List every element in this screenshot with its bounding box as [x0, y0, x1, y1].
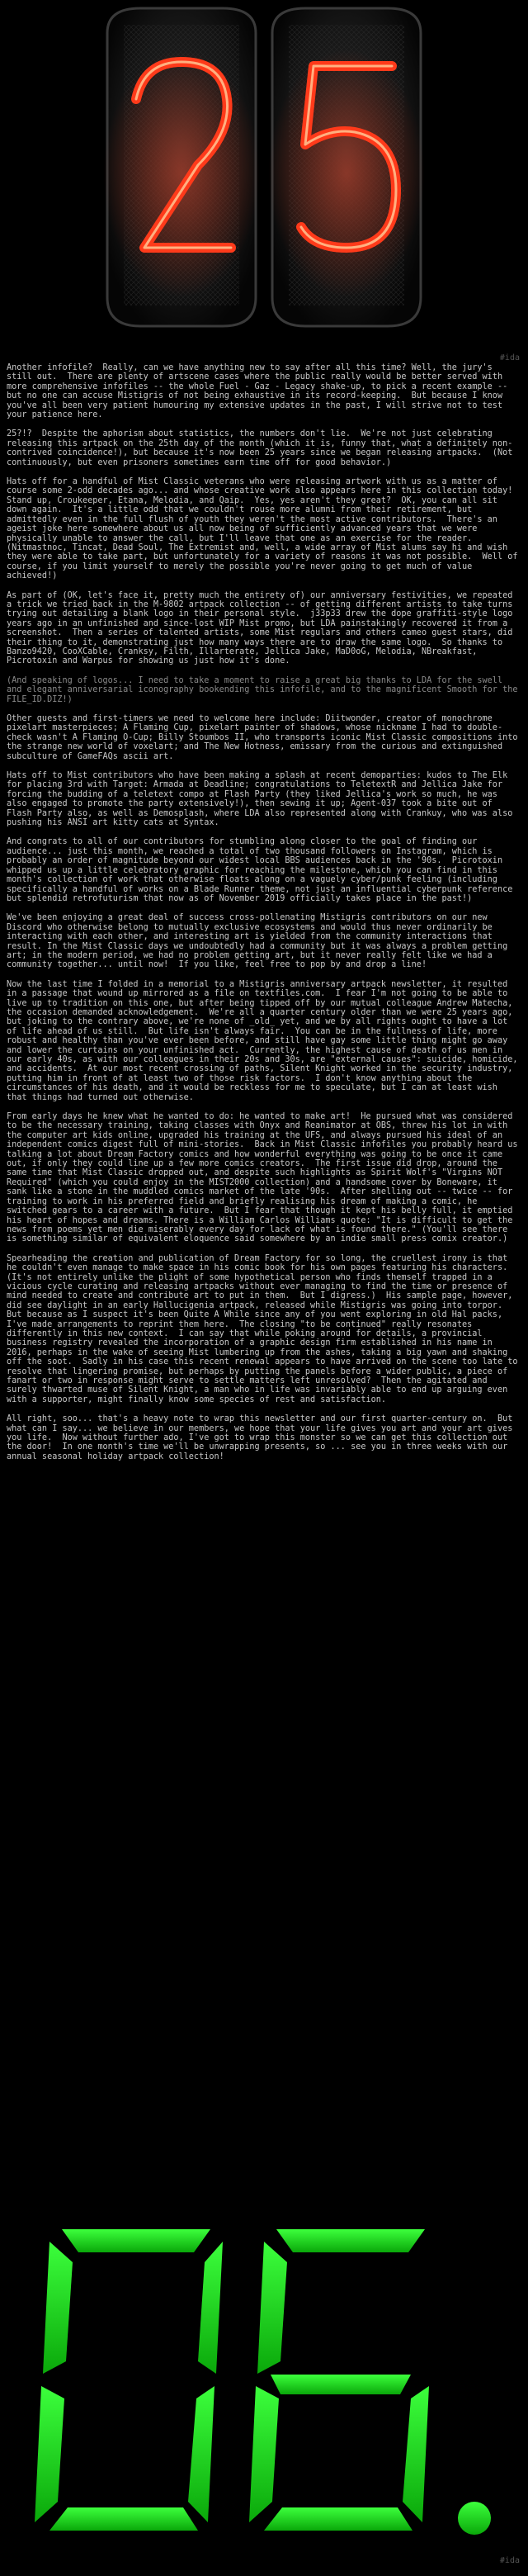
footer-art-credit: #ida	[499, 2556, 520, 2565]
paragraph-guests: Other guests and first-timers we need to welcome here include: Diitwonder, creator of monochrome pixelart masterpieces; A Flaming Cup, pixelart painter of shadows, whose nickname I had to double-check wasn't A Flaming O-Cup; Billy Stoumbos II, who transports iconic Mist Classic compositions into the strange new world of voxelart; and The New Hotness, emissary from the curious and extinguished subculture of GameFAQs ascii art.	[7, 714, 523, 761]
paragraph-logo-thanks: (And speaking of logos... I need to take a moment to raise a great big thanks to LDA for the swell and elegant anniversarial iconography bookending this infofile, and to the magnificent Smooth for the FILE_ID.DIZ!)	[7, 675, 523, 704]
paragraph-veterans: Hats off for a handful of Mist Classic veterans who were releasing artwork with us as a matter of course some 2-odd decades ago... and whose creative work also appears here in this collection today! Stand up, Croukeeper, Etana, Melodia, and Qaip. Yes, yes aren't they great? OK, you can all sit down again. It's a little odd that we couldn't rouse more alumni from their retirement, but admittedly even in the full flush of youth they weren't the most active contributors. There's an ageist joke here somewhere about us all now being of sufficiently advanced years that we were physically unable to answer the call, but I'll leave that one as an exercise for the reader. (Nitmastnoc, Tincat, Dead Soul, The Extremist and, well, a wide array of Mist alums say hi and wish they were able to take part, but unfortunately for a variety of reasons it was not possible. Well of course, if you limit yourself to merely the possible you're never going to get much of value achieved!)	[7, 477, 523, 581]
paragraph-closing: All right, soo... that's a heavy note to wrap this newsletter and our first quarter-century on. But what can I say... we believe in our members, we hope that your life gives you art and your art gives you life. Now without further ado, I've got to wrap this monster so we can get this collection out the door! In one month's time we'll be unwrapping presents, so ... see you in three weeks with our annual seasonal holiday artpack collection!	[7, 1414, 518, 1461]
paragraph-memorial: Now the last time I folded in a memorial to a Mistigris anniversary artpack newsletter, it resulted in a passage that wound up mirrored as a file on textfiles.com. I fear I'm not going to be able to live up to tradition on this one, but after being tipped off by our mutual colleague Andrew Matecha, the occasion demanded acknowledgement. We're all a quarter century older than we were 25 years ago, but joking to the contrary above, we're none of _old_ yet, and we by all rights ought to have a lot of life ahead of us still. But life isn't always fair. You can be in the fullness of life, more robust and healthy than you've ever been before, and still have gay some little thing might go away and lower the curtains on your unfinished act. Currently, the highest cause of death of us men in our early 40s, as with our colleagues in their 20s and 30s, are "external causes": suicide, homicide, and accidents. At our most recent crossing of paths, Silent Knight worked in the security industry, putting him in front of at least two of those risk factors. I don't know anything about the circumstances of his death, and it would be reckless for me to speculate, but I can at least wish that things had turned out otherwise.	[7, 979, 523, 1102]
decimal-point	[458, 2502, 491, 2535]
paragraph-logo-jam: As part of (OK, let's face it, pretty much the entirety of) our anniversary festivities, we repeated a trick we tried back in the M-9802 artpack collection -- of getting different artists to take turns trying out detailing a blank logo in their personal style. j33p33 drew the dope graffiti-style logo years ago in an unfinished and since-lost WIP Mist promo, but LDA painstakingly recovered it from a screenshot. Then a series of talented artists, some Mist regulars and others cameo guest stars, did their thing to it, demonstrating just how many ways there are to draw the same logo. So thanks to Banzo9420, CooXCable, Cranksy, Filth, Illarterate, Jellica Jake, MaD0oG, Melodia, NBreakfast, Picrotoxin and Warpus for showing us just how it's done.	[7, 590, 518, 666]
paragraph-25-years: 25?!? Despite the aphorism about statistics, the numbers don't lie. We're not just celebrating releasing this artpack on the 25th day of the month (which it is, funny that, what a definitely non-contrived coincidence!), but because it's now been 25 years since we began releasing artpacks. (Not continuously, but even prisoners sometimes earn time off for good behavior.)	[7, 429, 518, 467]
header-art-credit: #ida	[499, 353, 520, 362]
paragraph-demoparties: Hats off to Mist contributors who have been making a splash at recent demoparties: kudos to The Elk for placing 3rd with Target: Armada at Deadline; congratulations to TeletextR and Jellica Jake for forcing the budding of a teletext compo at Flash Party (they liked Jellica's work so much, he was also engaged to promote the party extensively!), then sewing it up; Agent-037 took a bite out of Flash Party also, as well as Demosplash, where LDA also represented along with Crankuy, who was also pushing his ANSI art kitty cats at Syntax.	[7, 771, 518, 828]
newsletter-body	[7, 363, 521, 1471]
footer-seven-segment-art	[0, 2196, 528, 2551]
digit-six	[249, 2229, 429, 2531]
paragraph-followers: And congrats to all of our contributors for stumbling along closer to the goal of finding our audience... just this month, we reached a total of two thousand followers on Instagram, which is probably an order of magnitude beyond our widest local BBS audiences back in the '90s. Picrotoxin whipped us up a little celebratory graphic for reaching the milestone, which you can find in this month's collection of work that otherwise floats along on a vaguely cyber/punk feeling (including specifically a handful of works on a Blade Runner theme, not just an influential cyberpunk reference but splendid retrofuturism that now as of November 2019 officially takes place in the past!)	[7, 837, 518, 903]
nixie-tube-right	[268, 8, 425, 326]
nixie-tube-left	[103, 8, 260, 326]
header-nixie-art	[0, 0, 528, 347]
paragraph-spearheading: Spearheading the creation and publication of Dream Factory for so long, the cruellest irony is that he couldn't even manage to make space in his comic book for his own pages featuring his characters. (It's not entirely unlike the plight of some hypothetical person who finds themself trapped in a vicious cycle curating and releasing artpacks without ever managing to find the time or presence of mind needed to create and contribute art to put in them. But I digress.) His sample page, however, did see daylight in an early Hallucigenia artpack, released while Mistigris was going into torpor. But because as I suspect it's been Quite A While since any of you went exploring in old Hal packs, I've made arrangements to reprint them here. The closing "to be continued" really resonates differently in this new context. I can say that while poking around for details, a provincial business registry revealed the incorporation of a graphic design firm established in his name in 2016, perhaps in the wake of seeing Mist lumbering up from the ashes, taking a big yawn and shaking off the soot. Sadly in his case this recent renewal appears to have arrived on the scene too late to resolve that lingering promise, but perhaps by putting the panels before a wider public, a piece of fanart or two in response might serve to settle matters left unresolved? Then the agitated and surely thwarted muse of Silent Knight, a man who in life was invariably able to end up arguing even with a supporter, might finally know some species of rest and satisfaction.	[7, 1253, 523, 1404]
paragraph-intro: Another infofile? Really, can we have anything new to say after all this time? Well, the jury's still out. There are plenty of artscene cases where the public really would be better served with more comprehensive infofiles -- the whole Fuel - Gaz - Legacy shake-up, to pick a recent example -- but no one can accuse Mistigris of not being exhaustive in its record-keeping. But because I know you've all been very patient humouring my extensive updates in the past, I will strive not to test your patience here.	[7, 363, 513, 420]
paragraph-discord: We've been enjoying a great deal of success cross-pollenating Mistigris contributors on our new Discord who otherwise belong to mutually exclusive ecosystems and would thus never ordinarily be interacting with each other, and interesting art is yielded from the community interactions that result. In the Mist Classic days we undoubtedly had a community but it was always a problem getting art; in the modern period, we had no problem getting art, but it never really felt like we had a community together... until now! If you like, feel free to pop by and drop a line!	[7, 913, 513, 970]
paragraph-dream-factory: From early days he knew what he wanted to do: he wanted to make art! He pursued what was considered to be the necessary training, taking classes with Onyx and Reanimator at OBS, threw his lot in with the computer art kids online, upgraded his training at the UFS, and always pursued his ideal of an independent comics digest full of mini-stories. Back in Mist Classic infofiles you probably heard us talking a lot about Dream Factory comics and how wonderful everything was going to be once it came out, if only they could line up a few more comics creators. The first issue did drop, around the same time that Mist Classic dropped out, and despite such highlights as Spirit Wolf's "Virgins NOT Required" (which you could enjoy in the MIST2000 collection) and a handsome cover by Boneware, it sank like a stone in the muddled comics market of the late '90s. After shelling out -- twice -- for training to work in his preferred field and briefly realising his dream of making a comic, he switched gears to a career with a future. But I fear that though it kept his belly full, it emptied his heart of hopes and dreams. There is a William Carlos Williams quote: "It is difficult to get the news from poems yet men die miserably every day for lack of what is found there." (You'll see there is something similar of equivalent eloquence said somewhere by an indie small press comix creator.)	[7, 1112, 523, 1244]
digit-zero	[35, 2229, 223, 2531]
